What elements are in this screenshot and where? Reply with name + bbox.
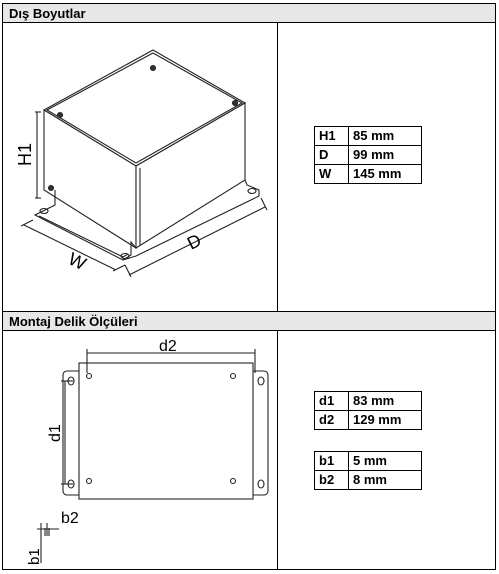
label-d: D [183, 229, 205, 254]
column-divider [277, 331, 278, 569]
table-row [315, 452, 422, 471]
dimension-key: D [315, 146, 349, 165]
label-d1: d1 [47, 424, 64, 442]
label-w: W [65, 248, 90, 275]
dimension-value: 145 mm [349, 165, 422, 184]
dimension-value: 129 mm [349, 411, 422, 430]
dimension-key: d2 [315, 411, 349, 430]
hole-size-table [314, 451, 422, 490]
table-row [315, 146, 422, 165]
dimension-key: H1 [315, 127, 349, 146]
spec-sheet [2, 3, 496, 570]
dimension-key: d1 [315, 392, 349, 411]
table-row [315, 392, 422, 411]
hole-distance-table [314, 391, 422, 430]
table-row [315, 411, 422, 430]
table-row [315, 471, 422, 490]
label-b2: b2 [61, 510, 79, 527]
label-d2: d2 [159, 338, 177, 355]
label-b1: b1 [26, 548, 43, 565]
dimension-key: b2 [315, 471, 349, 490]
dimension-value: 8 mm [349, 471, 422, 490]
section-title-mounting-holes: Montaj Delik Ölçüleri [3, 311, 495, 331]
label-h1: H1 [15, 142, 35, 166]
enclosure-isometric-drawing [15, 30, 273, 306]
section-title-outer-dimensions: Dış Boyutlar [3, 4, 495, 23]
dimension-key: b1 [315, 452, 349, 471]
table-row [315, 127, 422, 146]
column-divider [277, 23, 278, 311]
dimension-key: W [315, 165, 349, 184]
dimension-value: 85 mm [349, 127, 422, 146]
dimension-value: 5 mm [349, 452, 422, 471]
table-row [315, 165, 422, 184]
dimension-value: 83 mm [349, 392, 422, 411]
outer-dimensions-table [314, 126, 422, 184]
dimension-value: 99 mm [349, 146, 422, 165]
mounting-hole-drawing [15, 336, 273, 568]
